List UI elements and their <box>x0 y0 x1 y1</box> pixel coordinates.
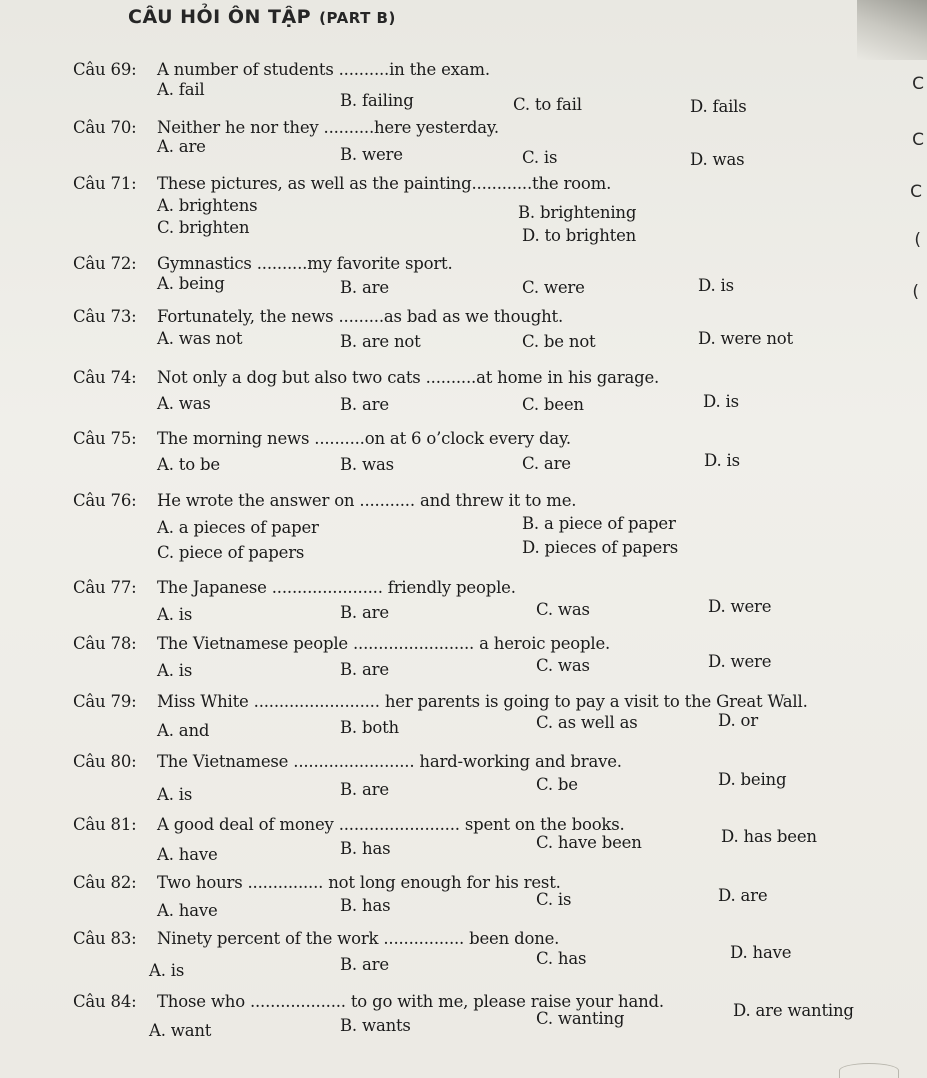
option-d[interactable]: D. are wanting <box>733 1001 854 1020</box>
cropped-edge-mark: C <box>910 182 922 202</box>
question-number: Câu 72: <box>73 254 137 273</box>
option-b[interactable]: B. both <box>340 718 399 737</box>
option-d[interactable]: D. is <box>698 276 734 295</box>
option-a[interactable]: A. to be <box>157 455 220 474</box>
question-stem <box>73 491 576 510</box>
option-b[interactable]: B. was <box>340 455 394 474</box>
option-c[interactable]: C. are <box>522 454 571 473</box>
option-c[interactable]: C. have been <box>536 833 642 852</box>
option-c[interactable]: C. has <box>536 949 587 968</box>
question-stem <box>73 60 490 79</box>
option-b[interactable]: B. are <box>340 955 389 974</box>
option-a[interactable]: A. is <box>149 961 185 980</box>
question-number: Câu 83: <box>73 929 137 948</box>
question-text: He wrote the answer on ........... and threw it to me. <box>157 491 577 510</box>
cropped-edge-mark: ( <box>912 282 919 302</box>
question-81 <box>0 815 927 875</box>
question-text: Miss White ......................... her parents is going to pay a visit to the Great Wall. <box>157 692 808 711</box>
question-number: Câu 69: <box>73 60 137 79</box>
question-text: The morning news ..........on at 6 o’clock every day. <box>157 429 571 448</box>
question-stem <box>73 307 563 326</box>
option-b[interactable]: B. are <box>340 395 389 414</box>
question-number: Câu 79: <box>73 692 137 711</box>
question-text: The Japanese ...................... friendly people. <box>157 578 516 597</box>
bottom-corner-mark <box>839 1063 899 1078</box>
question-76 <box>0 491 927 562</box>
question-75 <box>0 429 927 489</box>
option-b[interactable]: B. wants <box>340 1016 411 1035</box>
question-number: Câu 84: <box>73 992 137 1011</box>
option-d[interactable]: D. being <box>718 770 787 789</box>
question-82 <box>0 873 927 933</box>
question-number: Câu 70: <box>73 118 137 137</box>
option-c[interactable]: C. is <box>522 148 558 167</box>
option-d[interactable]: D. was <box>690 150 745 169</box>
question-number: Câu 74: <box>73 368 137 387</box>
photo-corner-shadow <box>857 0 927 60</box>
page-title <box>128 6 396 28</box>
option-a[interactable]: A. are <box>157 137 206 156</box>
question-77 <box>0 578 927 638</box>
option-a[interactable]: A. being <box>157 274 225 293</box>
question-text: Ninety percent of the work ................ been done. <box>157 929 560 948</box>
question-83 <box>0 929 927 989</box>
option-c[interactable]: C. be <box>536 775 578 794</box>
option-b[interactable]: B. brightening <box>518 203 637 222</box>
option-b[interactable]: B. are <box>340 603 389 622</box>
question-stem <box>73 692 808 711</box>
option-c[interactable]: C. been <box>522 395 584 414</box>
question-text: A number of students ..........in the exam. <box>157 60 490 79</box>
option-a[interactable]: A. was <box>157 394 211 413</box>
title-part: (PART B) <box>319 9 396 27</box>
option-a[interactable]: A. have <box>157 901 218 920</box>
option-d[interactable]: D. pieces of papers <box>522 538 679 557</box>
option-b[interactable]: B. are not <box>340 332 421 351</box>
question-stem <box>73 429 571 448</box>
option-b[interactable]: B. a piece of paper <box>522 514 676 533</box>
question-stem <box>73 929 559 948</box>
question-stem <box>73 815 625 834</box>
option-d[interactable]: D. were <box>708 597 772 616</box>
option-c[interactable]: C. brighten <box>157 218 250 237</box>
question-number: Câu 76: <box>73 491 137 510</box>
option-a[interactable]: A. want <box>149 1021 212 1040</box>
cropped-edge-mark: C <box>912 130 924 150</box>
option-c[interactable]: C. was <box>536 600 590 619</box>
option-b[interactable]: B. failing <box>340 91 414 110</box>
option-c[interactable]: C. were <box>522 278 585 297</box>
question-text: Gymnastics ..........my favorite sport. <box>157 254 453 273</box>
option-d[interactable]: D. were not <box>698 329 793 348</box>
question-text: The Vietnamese ........................ hard-working and brave. <box>157 752 622 771</box>
option-a[interactable]: A. have <box>157 845 218 864</box>
question-stem <box>73 873 561 892</box>
option-d[interactable]: D. were <box>708 652 772 671</box>
option-a[interactable]: A. a pieces of paper <box>157 518 319 537</box>
cropped-edge-mark: C <box>912 74 924 94</box>
question-stem <box>73 634 610 653</box>
option-b[interactable]: B. were <box>340 145 403 164</box>
question-stem <box>73 118 499 137</box>
question-text: Not only a dog but also two cats ..........at home in his garage. <box>157 368 660 387</box>
question-text: Neither he nor they ..........here yesterday. <box>157 118 499 137</box>
question-69 <box>0 60 927 120</box>
option-c[interactable]: C. is <box>536 890 572 909</box>
question-number: Câu 75: <box>73 429 137 448</box>
question-stem <box>73 752 622 771</box>
option-c[interactable]: C. as well as <box>536 713 638 732</box>
question-stem <box>73 368 659 387</box>
option-d[interactable]: D. are <box>718 886 768 905</box>
question-79 <box>0 692 927 752</box>
option-c[interactable]: C. was <box>536 656 590 675</box>
question-text: Those who ................... to go with me, please raise your hand. <box>157 992 664 1011</box>
option-a[interactable]: A. and <box>157 721 210 740</box>
question-stem <box>73 174 611 193</box>
question-number: Câu 71: <box>73 174 137 193</box>
option-c[interactable]: C. piece of papers <box>157 543 305 562</box>
option-b[interactable]: B. are <box>340 780 389 799</box>
option-d[interactable]: D. have <box>730 943 792 962</box>
question-80 <box>0 752 927 812</box>
question-text: These pictures, as well as the painting............the room. <box>157 174 612 193</box>
question-number: Câu 81: <box>73 815 137 834</box>
question-text: Two hours ............... not long enough for his rest. <box>157 873 561 892</box>
question-number: Câu 73: <box>73 307 137 326</box>
question-74 <box>0 368 927 428</box>
question-number: Câu 82: <box>73 873 137 892</box>
question-text: A good deal of money ........................ spent on the books. <box>157 815 625 834</box>
option-a[interactable]: A. was not <box>157 329 243 348</box>
option-a[interactable]: A. fail <box>157 80 205 99</box>
option-d[interactable]: D. is <box>704 451 740 470</box>
question-number: Câu 80: <box>73 752 137 771</box>
question-70 <box>0 118 927 178</box>
option-b[interactable]: B. are <box>340 278 389 297</box>
question-71 <box>0 174 927 245</box>
question-stem <box>73 254 453 273</box>
question-72 <box>0 254 927 314</box>
option-c[interactable]: C. wanting <box>536 1009 625 1028</box>
question-stem <box>73 578 516 597</box>
title-text: CÂU HỎI ÔN TẬP <box>128 6 312 28</box>
question-84 <box>0 992 927 1052</box>
option-c[interactable]: C. to fail <box>513 95 582 114</box>
cropped-edge-mark: ( <box>914 230 921 250</box>
question-text: Fortunately, the news .........as bad as we thought. <box>157 307 563 326</box>
question-number: Câu 78: <box>73 634 137 653</box>
option-b[interactable]: B. has <box>340 839 391 858</box>
option-b[interactable]: B. are <box>340 660 389 679</box>
option-a[interactable]: A. brightens <box>157 196 258 215</box>
question-73 <box>0 307 927 367</box>
option-d[interactable]: D. fails <box>690 97 747 116</box>
option-d[interactable]: D. or <box>718 711 758 730</box>
question-number: Câu 77: <box>73 578 137 597</box>
question-78 <box>0 634 927 694</box>
option-a[interactable]: A. is <box>157 661 193 680</box>
question-text: The Vietnamese people ........................ a heroic people. <box>157 634 611 653</box>
option-d[interactable]: D. to brighten <box>522 226 637 245</box>
option-d[interactable]: D. has been <box>721 827 817 846</box>
option-a[interactable]: A. is <box>157 605 193 624</box>
option-c[interactable]: C. be not <box>522 332 596 351</box>
option-a[interactable]: A. is <box>157 785 193 804</box>
option-d[interactable]: D. is <box>703 392 739 411</box>
option-b[interactable]: B. has <box>340 896 391 915</box>
